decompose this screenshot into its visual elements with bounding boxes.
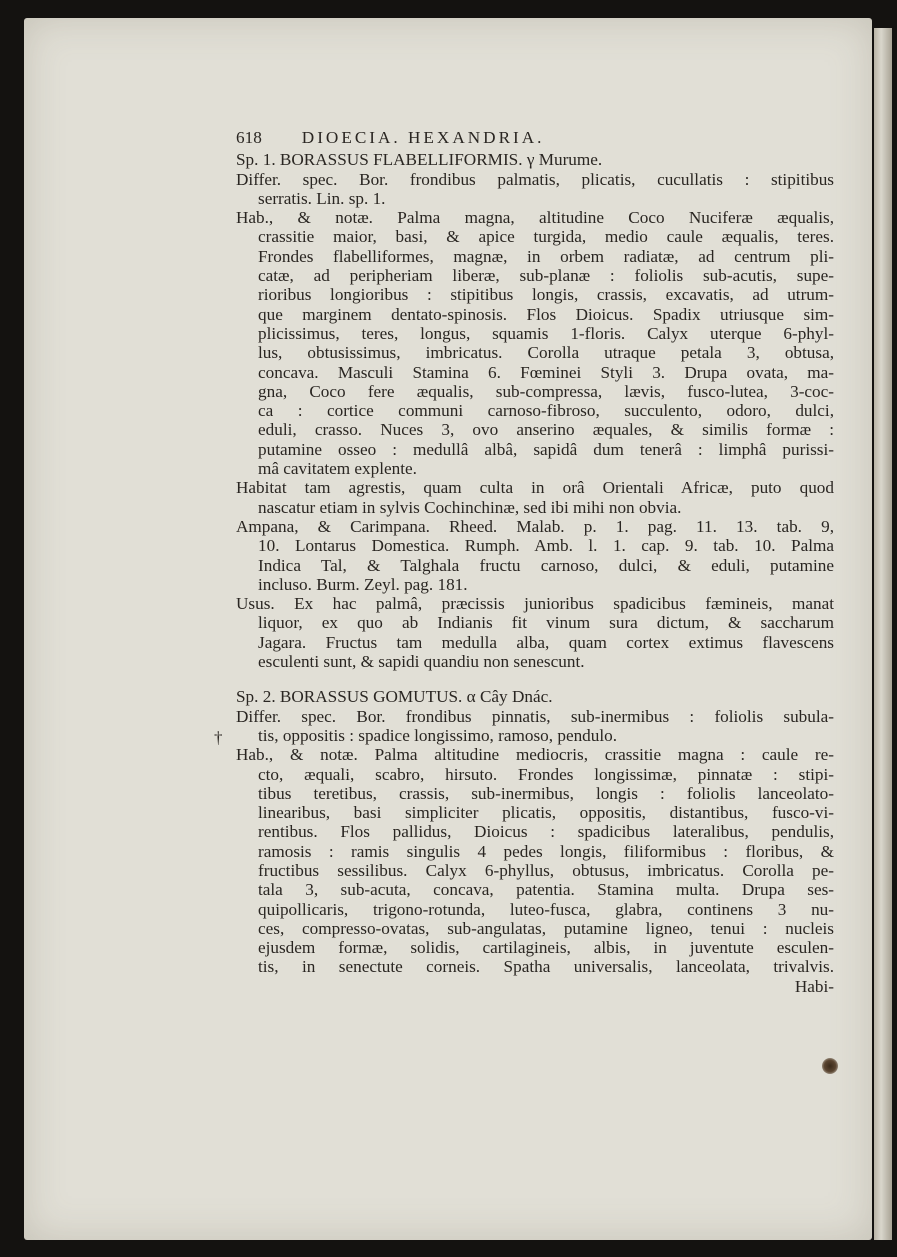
text-line: Habitat tam agrestis, quam culta in orâ Orientali Africæ, puto quod	[236, 478, 834, 498]
text-line: linearibus, basi simpliciter plicatis, oppositis, distantibus, fusco-vi-	[258, 803, 834, 823]
text-line: Differ. spec. Bor. frondibus palmatis, plicatis, cucullatis : stipitibus	[236, 169, 834, 189]
text-line: cto, æquali, scabro, hirsuto. Frondes longissimæ, pinnatæ : stipi-	[258, 764, 834, 784]
section-gap	[236, 671, 834, 687]
text-line: lus, obtusissimus, imbricatus. Corolla utraque petala 3, obtusa,	[258, 343, 834, 363]
text-line: ramosis : ramis singulis 4 pedes longis, filiformibus : floribus, &	[258, 841, 834, 861]
text-line: liquor, ex quo ab Indianis fit vinum sura dictum, & saccharum	[258, 613, 834, 633]
text-line: Jagara. Fructus tam medulla alba, quam cortex extimus flavescens	[258, 632, 834, 652]
text-line: nascatur etiam in sylvis Cochinchinæ, sed ibi mihi non obvia.	[258, 497, 682, 517]
text-line: esculenti sunt, & sapidi quandiu non senescunt.	[258, 652, 585, 672]
text-line: incluso. Burm. Zeyl. pag. 181.	[258, 574, 468, 594]
text-line: eduli, crasso. Nuces 3, ovo anserino æquales, & similis formæ :	[258, 420, 834, 440]
text-line: rentibus. Flos pallidus, Dioicus : spadicibus lateralibus, pendulis,	[258, 822, 834, 842]
text-line: tis, in senectute corneis. Spatha universalis, lanceolata, trivalvis.	[258, 957, 834, 977]
text-line: Differ. spec. Bor. frondibus pinnatis, sub-inermibus : foliolis subula-	[236, 706, 834, 726]
text-line: ejusdem formæ, solidis, cartilagineis, albis, in juventute esculen-	[258, 938, 834, 958]
text-line: serratis. Lin. sp. 1.	[258, 188, 386, 208]
text-line: Sp. 1. BORASSUS FLABELLIFORMIS. γ Murume.	[236, 150, 603, 170]
text-line: quipollicaris, trigono-rotunda, luteo-fusca, glabra, continens 3 nu-	[258, 899, 834, 919]
text-line: fructibus sessilibus. Calyx 6-phyllus, obtusus, imbricatus. Corolla pe-	[258, 860, 834, 880]
text-line: Hab., & notæ. Palma altitudine mediocris, crassitie magna : caule re-	[236, 745, 834, 765]
running-title: DIOECIA. HEXANDRIA.	[301, 128, 545, 147]
text-line: mâ cavitatem explente.	[258, 459, 417, 479]
text-line: Frondes flabelliformes, magnæ, in orbem radiatæ, ad centrum pli-	[258, 246, 834, 266]
text-line: rioribus longioribus : stipitibus longis, crassis, excavatis, ad utrum-	[258, 285, 834, 305]
text-line: putamine osseo : medullâ albâ, sapidâ dum tenerâ : limphâ purissi-	[258, 439, 834, 459]
text-line: Usus. Ex hac palmâ, præcissis junioribus spadicibus fæmineis, manat	[236, 594, 834, 614]
text-line: ces, compresso-ovatas, sub-angulatas, putamine ligneo, tenui : nucleis	[258, 918, 834, 938]
text-line: que marginem dentato-spinosis. Flos Dioicus. Spadix utriusque sim-	[258, 304, 834, 324]
catchword: Habi-	[794, 976, 834, 996]
text-line: Hab., & notæ. Palma magna, altitudine Coco Nuciferæ æqualis,	[236, 208, 834, 228]
text-line: ca : cortice communi carnoso-fibroso, succulento, odoro, dulci,	[258, 401, 834, 421]
text-line: Ampana, & Carimpana. Rheed. Malab. p. 1. pag. 11. 13. tab. 9,	[236, 516, 834, 536]
page-edge	[874, 28, 892, 1240]
dagger-mark: †	[214, 728, 223, 747]
ink-spot	[822, 1058, 838, 1074]
text-line: 10. Lontarus Domestica. Rumph. Amb. l. 1. cap. 9. tab. 10. Palma	[258, 536, 834, 556]
text-line: Sp. 2. BORASSUS GOMUTUS. α Cây Dnác.	[236, 687, 553, 707]
text-line: tala 3, sub-acuta, concava, patentia. Stamina multa. Drupa ses-	[258, 880, 834, 900]
text-line: plicissimus, teres, longus, squamis 1-floris. Calyx uterque 6-phyl-	[258, 323, 834, 343]
text-line: catæ, ad peripheriam liberæ, sub-planæ : foliolis sub-acutis, supe-	[258, 266, 834, 286]
text-line: crassitie maior, basi, & apice turgida, medio caule æqualis, teres.	[258, 227, 834, 247]
page-body	[236, 128, 834, 996]
text-line: tis, oppositis : spadice longissimo, ramoso, pendulo.	[258, 725, 618, 745]
page-number: 618	[236, 128, 262, 147]
text-line: tibus teretibus, crassis, sub-inermibus, longis : foliolis lanceolato-	[258, 783, 834, 803]
text-line: Indica Tal, & Talghala fructu carnoso, dulci, & eduli, putamine	[258, 555, 834, 575]
text-line: gna, Coco fere æqualis, sub-compressa, lævis, fusco-lutea, 3-coc-	[258, 381, 834, 401]
running-header	[236, 128, 834, 147]
text-line: concava. Masculi Stamina 6. Fœminei Styli 3. Drupa ovata, ma-	[258, 362, 834, 382]
